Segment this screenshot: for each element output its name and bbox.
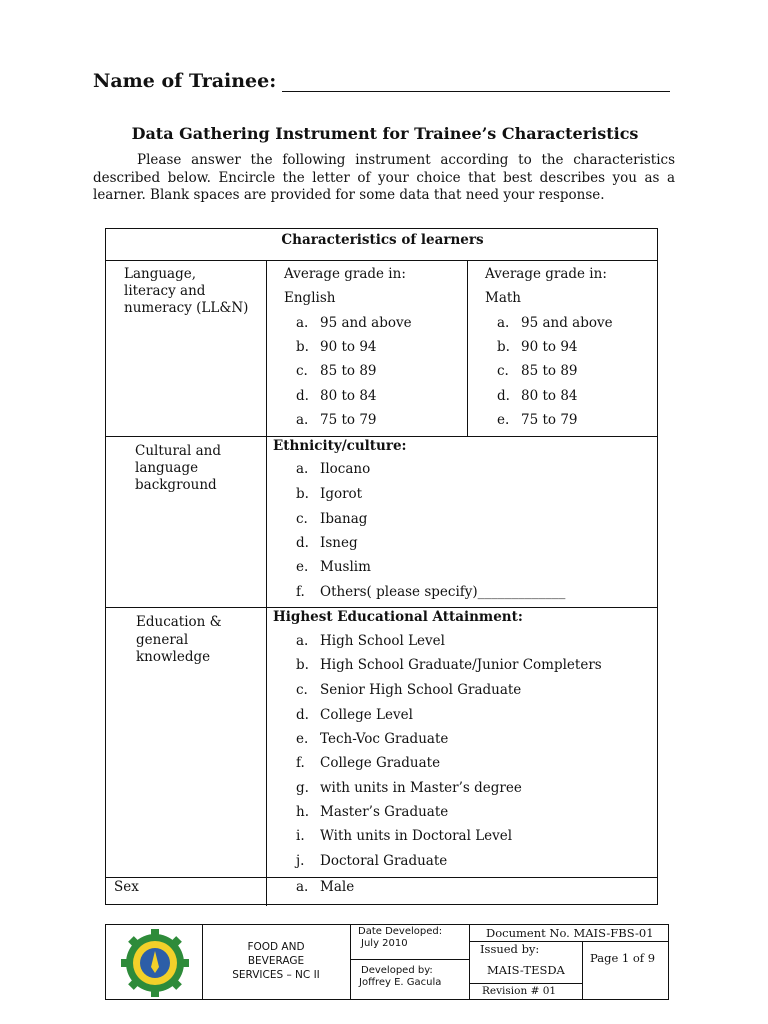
education-option[interactable]: g. with units in Master’s degree bbox=[296, 780, 522, 796]
page-number: Page 1 of 9 bbox=[590, 951, 656, 965]
math-option[interactable]: d. 80 to 84 bbox=[497, 388, 578, 404]
culture-label-line-2: language bbox=[135, 460, 199, 476]
education-option[interactable]: b. High School Graduate/Junior Completers bbox=[296, 657, 602, 673]
developer-name: Joffrey E. Gacula bbox=[359, 977, 442, 988]
developed-by-label: Developed by: bbox=[361, 965, 433, 976]
trainee-name-field bbox=[93, 70, 670, 92]
llnr-label-line-2: literacy and bbox=[124, 283, 206, 299]
culture-option[interactable]: e. Muslim bbox=[296, 559, 371, 575]
culture-option[interactable]: d. Isneg bbox=[296, 535, 358, 551]
culture-label-line-1: Cultural and bbox=[135, 443, 221, 459]
education-option[interactable]: d. College Level bbox=[296, 707, 413, 723]
revision-number: Revision # 01 bbox=[482, 985, 557, 997]
education-label-line-1: Education & bbox=[136, 614, 222, 630]
education-option[interactable]: i. With units in Doctoral Level bbox=[296, 828, 513, 844]
education-option[interactable]: a. High School Level bbox=[296, 633, 445, 649]
math-option[interactable]: c. 85 to 89 bbox=[497, 363, 578, 379]
english-option[interactable]: c. 85 to 89 bbox=[296, 363, 377, 379]
sex-label: Sex bbox=[114, 879, 139, 895]
math-option[interactable]: b. 90 to 94 bbox=[497, 339, 578, 355]
education-option[interactable]: h. Master’s Graduate bbox=[296, 804, 449, 820]
sex-option[interactable]: a. Male bbox=[296, 879, 355, 895]
english-option[interactable]: a. 95 and above bbox=[296, 315, 412, 331]
english-option[interactable]: b. 90 to 94 bbox=[296, 339, 377, 355]
table-header: Characteristics of learners bbox=[281, 232, 484, 248]
document-number: Document No. MAIS-FBS-01 bbox=[486, 926, 654, 940]
education-option[interactable]: c. Senior High School Graduate bbox=[296, 682, 522, 698]
culture-option-others[interactable]: f. Others( please specify)_____________ bbox=[296, 584, 566, 600]
education-option[interactable]: f. College Graduate bbox=[296, 755, 441, 771]
education-option[interactable]: e. Tech-Voc Graduate bbox=[296, 731, 449, 747]
characteristics-table bbox=[105, 228, 658, 905]
math-option[interactable]: e. 75 to 79 bbox=[497, 412, 578, 428]
culture-option[interactable]: b. Igorot bbox=[296, 486, 363, 502]
date-developed-value: July 2010 bbox=[361, 938, 408, 949]
program-name: FOOD AND BEVERAGE SERVICES – NC II bbox=[232, 941, 320, 981]
trainee-name-label: Name of Trainee: bbox=[93, 70, 277, 92]
english-option[interactable]: a. 75 to 79 bbox=[296, 412, 377, 428]
llnr-label-line-1: Language, bbox=[124, 266, 197, 282]
llnr-label-line-3: numeracy (LL&N) bbox=[124, 300, 249, 316]
education-label-line-3: knowledge bbox=[136, 649, 211, 665]
english-subject: English bbox=[284, 290, 336, 306]
issued-by-label: Issued by: bbox=[480, 942, 540, 956]
instructions-paragraph bbox=[93, 152, 675, 205]
culture-option[interactable]: c. Ibanag bbox=[296, 511, 368, 527]
culture-heading: Ethnicity/culture: bbox=[273, 438, 407, 454]
education-heading: Highest Educational Attainment: bbox=[273, 609, 523, 625]
trainee-name-blank[interactable] bbox=[282, 73, 670, 92]
english-option[interactable]: d. 80 to 84 bbox=[296, 388, 377, 404]
math-heading: Average grade in: bbox=[485, 266, 607, 282]
education-label-line-2: general bbox=[136, 632, 189, 648]
math-subject: Math bbox=[485, 290, 521, 306]
gear-seal-logo-icon bbox=[114, 929, 196, 997]
education-option[interactable]: j. Doctoral Graduate bbox=[296, 853, 448, 869]
instructions-text: Please answer the following instrument according to the characteristics described below. Encircle the letter of your choice that best describes you as a learner. Blank spaces are provided for some data that need your response. bbox=[93, 152, 675, 203]
document-title: Data Gathering Instrument for Trainee’s Characteristics bbox=[131, 124, 639, 143]
document-footer bbox=[105, 924, 669, 1000]
date-developed-label: Date Developed: bbox=[358, 926, 443, 937]
math-option[interactable]: a. 95 and above bbox=[497, 315, 613, 331]
issuer-name: MAIS-TESDA bbox=[487, 963, 565, 977]
culture-label-line-3: background bbox=[135, 477, 217, 493]
culture-option[interactable]: a. Ilocano bbox=[296, 461, 371, 477]
english-heading: Average grade in: bbox=[284, 266, 406, 282]
